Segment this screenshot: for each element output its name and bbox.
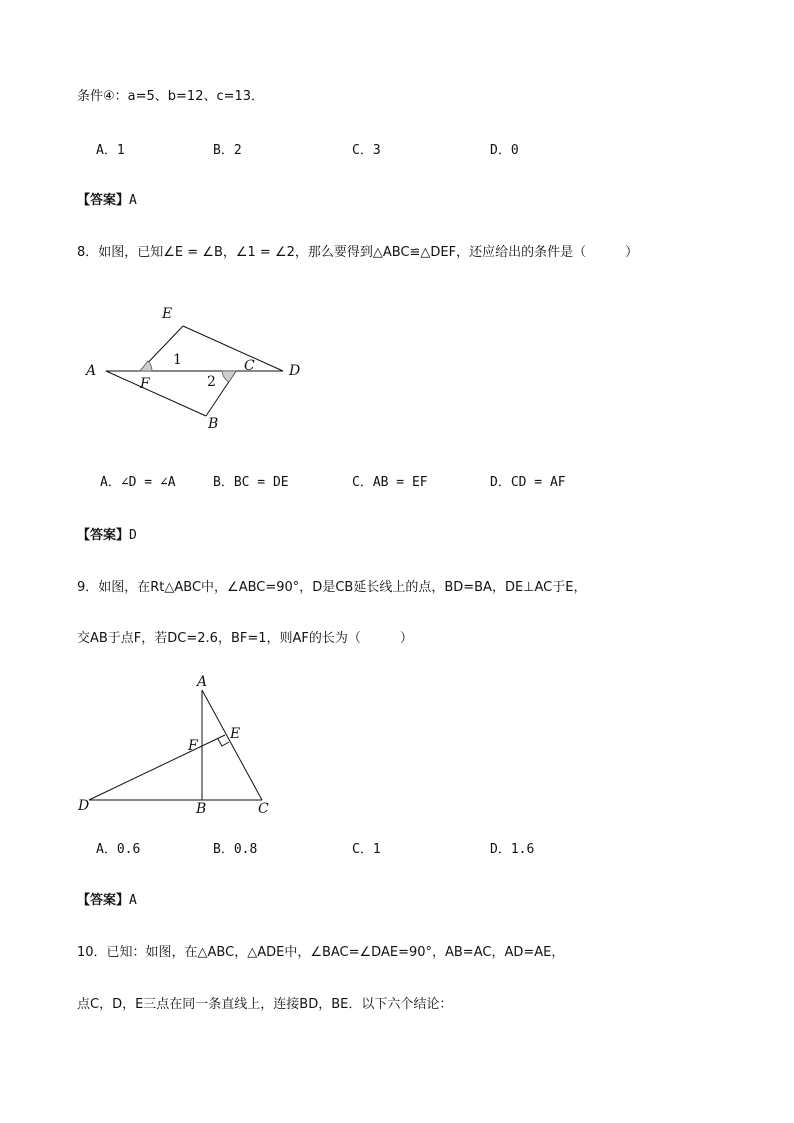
answer-tag: 【答案】 (77, 193, 130, 208)
q9-right-angle-mark (218, 739, 229, 746)
q9-line-de (89, 735, 225, 800)
q8-label-b: B (208, 416, 219, 432)
q7-option-b: B．2 (213, 143, 242, 158)
q7-option-d: D．0 (490, 143, 519, 158)
q8-line-ed (183, 326, 283, 371)
answer-tag: 【答案】 (77, 528, 130, 543)
answer-tag: 【答案】 (77, 893, 130, 908)
q9-option-b: B．0.8 (213, 842, 258, 857)
q8-option-d: D．CD = AF (490, 475, 566, 490)
q9-option-d: D．1.6 (490, 842, 535, 857)
answer-value: A (129, 893, 137, 908)
q8-angle-1-arc (140, 361, 152, 371)
q8-angle-2-arc (222, 371, 236, 382)
q7-option-c: C．3 (352, 143, 381, 158)
q9-option-a: A．0.6 (96, 842, 141, 857)
q9-label-f: F (188, 738, 198, 754)
q9-label-e: E (230, 726, 241, 742)
q8-line-ab (106, 371, 206, 416)
q9-stem-line-1: 9．如图，在Rt△ABC中，∠ABC=90°，D是CB延长线上的点，BD=BA，DE⊥AC于E， (77, 580, 587, 595)
q9-label-b: B (196, 801, 207, 817)
q8-option-a: A．∠D = ∠A (100, 475, 176, 490)
q7-condition-4: 条件④：a=5、b=12、c=13． (77, 89, 265, 104)
q8-label-angle-2: 2 (207, 374, 216, 390)
q9-stem-line-2: 交AB于点F，若DC=2.6，BF=1，则AF的长为（ ） (77, 631, 413, 646)
q9-option-c: C．1 (352, 842, 381, 857)
q9-label-c: C (258, 801, 269, 817)
q10-stem-line-2: 点C，D，E三点在同一条直线上，连接BD，BE．以下六个结论： (77, 997, 453, 1012)
q7-option-a: A．1 (96, 143, 125, 158)
q8-answer (77, 527, 137, 545)
q9-answer (77, 892, 137, 910)
q8-label-f: F (140, 376, 150, 392)
q8-label-e: E (162, 306, 173, 322)
answer-value: D (129, 528, 137, 543)
q8-option-c: C．AB = EF (352, 475, 428, 490)
q9-label-a: A (197, 674, 208, 690)
q9-line-ac (202, 690, 262, 800)
q10-stem-line-1: 10．已知：如图，在△ABC，△ADE中，∠BAC=∠DAE=90°，AB=AC，AD=AE， (77, 945, 565, 960)
answer-value: A (129, 193, 137, 208)
q8-stem: 8．如图，已知∠E = ∠B，∠1 = ∠2，那么要得到△ABC≌△DEF，还应给出的条件是（ ） (77, 245, 639, 260)
q8-label-d: D (289, 363, 301, 379)
q8-label-a: A (86, 363, 97, 379)
q8-label-c: C (244, 358, 255, 374)
q8-label-angle-1: 1 (173, 352, 182, 368)
q9-label-d: D (78, 798, 90, 814)
q8-option-b: B．BC = DE (213, 475, 289, 490)
